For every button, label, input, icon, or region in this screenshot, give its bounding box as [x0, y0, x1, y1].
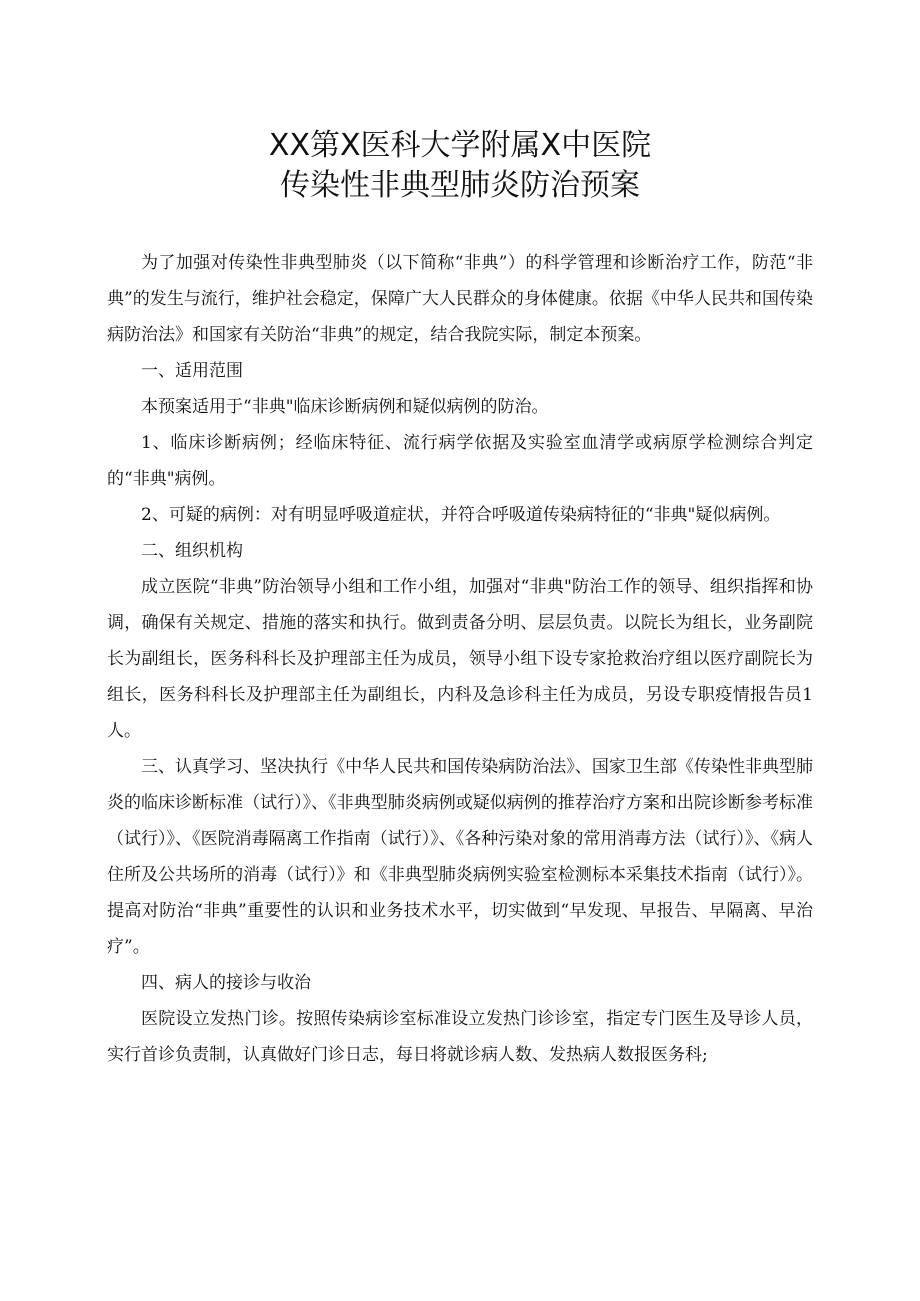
title-line-hospital: XX第X医科大学附属X中医院 — [268, 128, 652, 163]
paragraph-organization: 成立医院“非典”防治领导小组和工作小组，加强对“非典"防治工作的领导、组织指挥和协调，确保有关规定、措施的落实和执行。做到责备分明、层层负责。以院长为组长，业务副院长为副组长，医务科科长及护理部主任为成员，领导小组下设专家抢救治疗组以医疗副院长为组长，医务科科长及护理部主任为副组长，内科及急诊科主任为成员，另设专职疫情报告员1人。 — [107, 577, 813, 741]
paragraph-scope: 本预案适用于“非典"临床诊断病例和疑似病例的防治。 — [141, 397, 549, 417]
paragraph-suspected-cases: 2、可疑的病例：对有明显呼吸道症状，并符合呼吸道传染病特征的“非典"疑似病例。 — [141, 505, 781, 525]
document-title — [110, 126, 810, 206]
section-heading-organization: 二、组织机构 — [141, 541, 243, 561]
document-body — [107, 245, 813, 1073]
paragraph-intro: 为了加强对传染性非典型肺炎（以下简称“非典”）的科学管理和诊断治疗工作，防范“非典”的发生与流行，维护社会稳定，保障广大人民群众的身体健康。依据《中华人民共和国传染病防治法》和国家有关防治“非典”的规定，结合我院实际，制定本预案。 — [107, 253, 813, 345]
section-heading-reception: 四、病人的接诊与收治 — [141, 973, 311, 993]
paragraph-study-regulations: 三、认真学习、坚决执行《中华人民共和国传染病防治法》、国家卫生部《传染性非典型肺炎的临床诊断标准（试行）》、《非典型肺炎病例或疑似病例的推荐治疗方案和出院诊断参考标准（试行）》、《医院消毒隔离工作指南（试行）》、《各种污染对象的常用消毒方法（试行）》、《病人住所及公共场所的消毒（试行）》和《非典型肺炎病例实验室检测标本采集技术指南（试行）》。提高对防治“非典”重要性的认识和业务技术水平，切实做到“早发现、早报告、早隔离、早治疗”。 — [107, 757, 813, 957]
paragraph-clinical-cases: 1、临床诊断病例；经临床特征、流行病学依据及实验室血清学或病原学检测综合判定的“非典"病例。 — [107, 433, 813, 489]
paragraph-fever-clinic: 医院设立发热门诊。按照传染病诊室标准设立发热门诊诊室，指定专门医生及导诊人员，实行首诊负责制，认真做好门诊日志，每日将就诊病人数、发热病人数报医务科; — [107, 1009, 813, 1065]
section-heading-scope: 一、适用范围 — [141, 361, 243, 381]
title-line-plan: 传染性非典型肺炎防治预案 — [280, 168, 640, 203]
